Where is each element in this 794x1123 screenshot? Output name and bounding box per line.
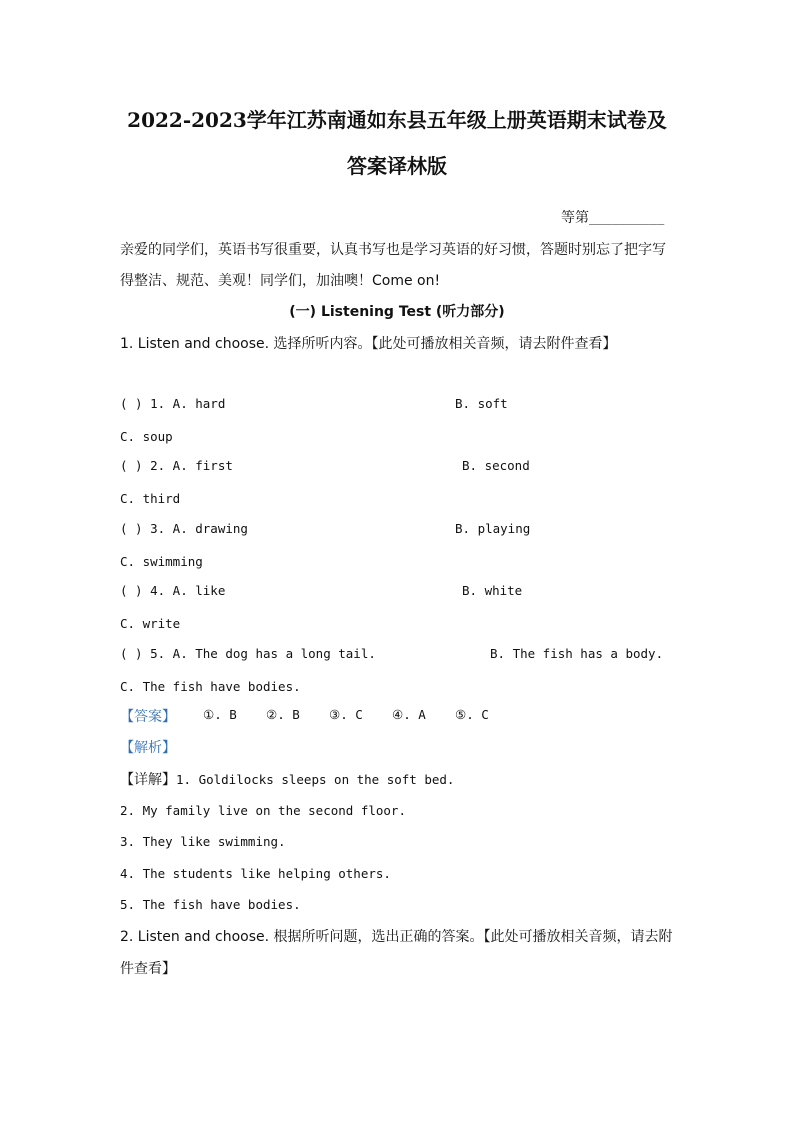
answer-value-1: ①. B	[203, 707, 237, 722]
q2-instruction-line2: 件查看】	[120, 961, 176, 977]
q1-item5-option-b: B. The fish has a body.	[490, 646, 664, 661]
q1-item1-option-a: ( ) 1. A. hard	[120, 396, 226, 411]
grade-field	[561, 207, 664, 227]
q1-item3-option-a: ( ) 3. A. drawing	[120, 521, 248, 536]
q1-item3-option-c: C. swimming	[120, 554, 203, 569]
q1-item2-option-c: C. third	[120, 491, 181, 506]
q1-item2-option-b: B. second	[462, 458, 530, 473]
section-heading: (一) Listening Test (听力部分)	[289, 304, 505, 320]
detail-line-5: 5. The fish have bodies.	[120, 897, 301, 912]
detail-line-4: 4. The students like helping others.	[120, 866, 391, 881]
q1-item2-option-a: ( ) 2. A. first	[120, 458, 233, 473]
q1-item5-option-c: C. The fish have bodies.	[120, 679, 301, 694]
detail-line-2: 2. My family live on the second floor.	[120, 803, 406, 818]
q1-instruction: 1. Listen and choose. 选择所听内容。【此处可播放相关音频，请去附件查看】	[120, 336, 617, 352]
detail-label: 【详解】	[120, 772, 176, 788]
answer-label: 【答案】	[120, 709, 176, 725]
answer-value-3: ③. C	[329, 707, 363, 722]
q1-item4-option-a: ( ) 4. A. like	[120, 583, 226, 598]
detail-text-1: 1. Goldilocks sleeps on the soft bed.	[176, 772, 455, 787]
answer-value-5: ⑤. C	[455, 707, 489, 722]
intro-line1: 亲爱的同学们，英语书写很重要，认真书写也是学习英语的好习惯，答题时别忘了把字写	[120, 242, 666, 258]
intro-line2: 得整洁、规范、美观！同学们，加油噢！Come on!	[120, 273, 441, 289]
answer-value-4: ④. A	[392, 707, 426, 722]
detail-line-1	[120, 769, 454, 789]
q1-item4-option-c: C. write	[120, 616, 181, 631]
q1-item4-option-b: B. white	[462, 583, 523, 598]
q1-item1-option-c: C. soup	[120, 429, 173, 444]
q1-item1-option-b: B. soft	[455, 396, 508, 411]
grade-blank: __________	[589, 210, 665, 225]
detail-line-3: 3. They like swimming.	[120, 834, 286, 849]
grade-label: 等第	[561, 210, 589, 226]
q2-instruction-line1: 2. Listen and choose. 根据所听问题，选出正确的答案。【此处可播放相关音频，请去附	[120, 929, 673, 945]
document-title-line2: 答案译林版	[347, 154, 447, 178]
q1-item3-option-b: B. playing	[455, 521, 531, 536]
document-title-line1: 2022-2023学年江苏南通如东县五年级上册英语期末试卷及	[127, 108, 667, 132]
q1-item5-option-a: ( ) 5. A. The dog has a long tail.	[120, 646, 376, 661]
answer-value-2: ②. B	[266, 707, 300, 722]
analysis-label: 【解析】	[120, 740, 176, 756]
